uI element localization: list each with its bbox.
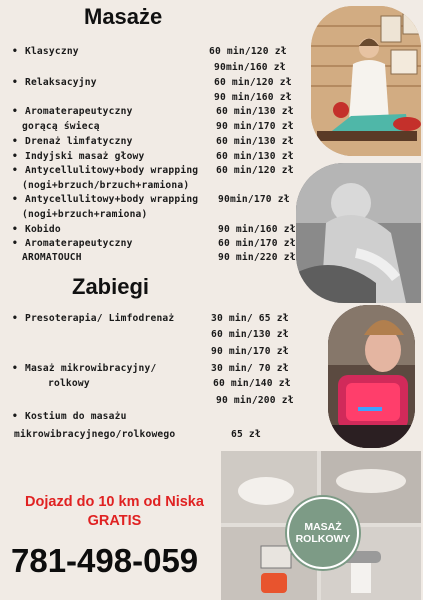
roller-massage-badge xyxy=(287,497,359,569)
price-label: 60 min/120 zł xyxy=(209,46,287,57)
list-item-continuation: rolkowy xyxy=(48,378,90,389)
price-label: 60 min/140 zł xyxy=(213,378,291,389)
price-label: 90 min/200 zł xyxy=(216,395,294,406)
price-label: 90 min/160 zł xyxy=(214,92,292,103)
list-item: • Relaksacyjny xyxy=(12,77,97,88)
list-item: • Indyjski masaż głowy xyxy=(12,151,145,162)
list-item: • Aromaterapeutyczny xyxy=(12,106,133,117)
badge-line2: ROLKOWY xyxy=(295,533,351,545)
list-item: • Masaż mikrowibracyjny/ xyxy=(12,363,156,374)
massage-photo xyxy=(296,163,421,303)
list-item: • Antycellulitowy+body wrapping xyxy=(12,165,198,176)
price-label: 60 min/120 zł xyxy=(216,165,294,176)
price-label: 90min/170 zł xyxy=(218,194,290,205)
section-title-masaze: Masaże xyxy=(84,4,163,29)
price-label: 60 min/130 zł xyxy=(216,151,294,162)
price-label: 65 zł xyxy=(231,429,261,440)
free-travel-promo xyxy=(12,494,217,529)
therapist-photo xyxy=(311,6,421,156)
list-item-continuation: gorącą świecą xyxy=(22,121,100,132)
price-label: 60 min/120 zł xyxy=(214,77,292,88)
list-item: • Kobido xyxy=(12,224,61,235)
price-label: 30 min/ 65 zł xyxy=(211,313,289,324)
list-item: • Klasyczny xyxy=(12,46,79,57)
list-item-continuation: AROMATOUCH xyxy=(22,252,82,263)
led-mask-photo xyxy=(328,305,415,448)
badge-line1: MASAŻ xyxy=(304,521,342,533)
phone-number: 781-498-059 xyxy=(11,542,199,579)
price-label: 60 min/130 zł xyxy=(216,136,294,147)
list-item: • Kostium do masażu xyxy=(12,411,127,422)
section-title-zabiegi: Zabiegi xyxy=(72,274,150,299)
promo-line1: Dojazd do 10 km od Niska xyxy=(25,494,204,510)
promo-line2: GRATIS xyxy=(87,513,142,529)
list-item-continuation: (nogi+brzuch/brzuch+ramiona) xyxy=(22,180,190,191)
list-item-continuation: (nogi+brzuch+ramiona) xyxy=(22,209,148,220)
price-label: 90 min/170 zł xyxy=(216,121,294,132)
list-item: • Aromaterapeutyczny xyxy=(12,238,133,249)
price-label: 90 min/160 zł xyxy=(218,224,296,235)
price-label: 90 min/220 zł xyxy=(218,252,296,263)
list-item: • Drenaż limfatyczny xyxy=(12,136,133,147)
price-label: 60 min/170 zł xyxy=(218,238,296,249)
list-item-continuation: mikrowibracyjnego/rolkowego xyxy=(14,429,176,440)
price-label: 60 min/130 zł xyxy=(216,106,294,117)
price-label: 60 min/130 zł xyxy=(211,329,289,340)
list-item: • Antycellulitowy+body wrapping xyxy=(12,194,198,205)
price-label: 90min/160 zł xyxy=(214,62,286,73)
list-item: • Presoterapia/ Limfodrenaż xyxy=(12,313,174,324)
price-label: 30 min/ 70 zł xyxy=(211,363,289,374)
price-label: 90 min/170 zł xyxy=(211,346,289,357)
